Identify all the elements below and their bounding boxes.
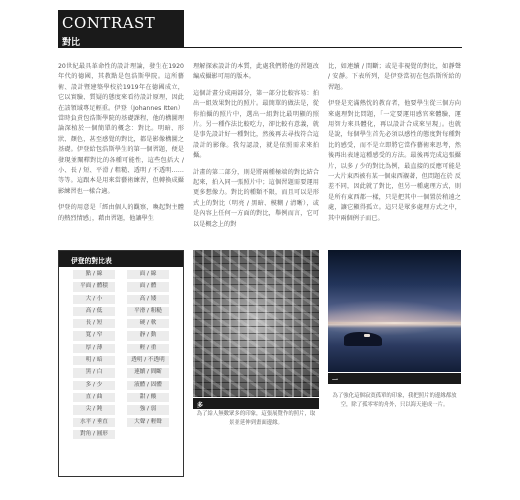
caption-text: 為了強化這個寂寞孤單的印象，我把照片的邊緣都放空，除了孤零零的舟外，只以海天連成一片。 [332, 393, 457, 408]
table-cell: 大 / 小 [73, 295, 115, 304]
paragraph: 伊登是充滿熱忱的教育者，他要學生從三個方向來處理對比問題，「一定要運用感官來體驗，運用智力來具體化，再以設計合成來呈現」。也就是說，每個學生首先必須以感性的態度對每種對比的感受，而不是立即將它當作藝術來思考，然後再出表達這種感受的方法。最後再完成這張攝片，以多 / 少的對比為例，最直接的反應可能是一大片東西被有某一個東西襯著，但問題在於 反差不同，因此就了對比，但另一種處理方式，則是所有東西都一樣，只是把其中一個置於稍遠之處，讓它顯得孤立。這只是眾多處理方式之中，其中兩個例子而已。 [328, 100, 461, 222]
table-cell: 尖 / 鈍 [73, 405, 115, 414]
table-cell: 水平 / 垂直 [73, 418, 115, 427]
paragraph: 比，如連續 / 間斷；或是非視覺的對比，如靜聲 / 安靜。下表所列，是伊登當初在包浩斯所給的習題。 [328, 63, 461, 91]
text-column-3 [328, 62, 461, 230]
table-cell: 點 / 線 [73, 270, 115, 279]
seascape-photo [328, 250, 461, 372]
table-row [59, 418, 183, 427]
table-cell: 黑 / 白 [73, 368, 115, 377]
caption-text: 為了給人無數眾多的印象，這張展覽作的照片，取景並延伸到畫面邊緣。 [196, 411, 316, 426]
table-cell: 多 / 少 [73, 381, 115, 390]
table-cell: 明 / 暗 [73, 356, 115, 365]
section-title: CONTRAST [62, 14, 156, 32]
text-column-1 [58, 62, 184, 230]
table-cell: 液體 / 固體 [127, 381, 169, 390]
table-row [59, 381, 183, 390]
table-cell: 靜 / 動 [127, 331, 169, 340]
table-cell: 厚 / 薄 [73, 344, 115, 353]
table-cell: 平滑 / 粗糙 [127, 307, 169, 316]
table-cell: 寬 / 窄 [73, 331, 115, 340]
fabric-texture [193, 250, 319, 397]
table-cell: 長 / 短 [73, 319, 115, 328]
table-row [59, 356, 183, 365]
table-row [59, 307, 183, 316]
caption-heading: 多 [193, 398, 319, 409]
table-cell: 直 / 曲 [73, 393, 115, 402]
table-row [59, 405, 183, 414]
paragraph: 理解探索設計的本質，此處我們將他的習題改編成攝影可用的版本。 [193, 63, 319, 81]
table-cell: 面 / 體 [127, 282, 169, 291]
paragraph: 伊登的用意是「經由個人的觀察，喚起對主體的熱烈情感」，藉由習題，他讓學生 [58, 204, 184, 222]
table-row [59, 430, 183, 439]
table-row [59, 331, 183, 340]
text-column-2 [193, 62, 319, 236]
table-row [59, 295, 183, 304]
fabric-photo [193, 250, 319, 397]
table-cell: 高 / 低 [73, 307, 115, 316]
table-cell: 輕 / 重 [127, 344, 169, 353]
table-row [59, 282, 183, 291]
table-row [59, 319, 183, 328]
table-cell: 大聲 / 輕聲 [127, 418, 169, 427]
boat [364, 334, 370, 337]
section-subtitle: 對比 [62, 38, 81, 48]
table-cell: 平面 / 體積 [73, 282, 115, 291]
table-cell: 對角 / 圓形 [73, 430, 115, 439]
table-title: 伊登的對比表 [59, 251, 183, 267]
table-cell: 面 / 線 [127, 270, 169, 279]
header-rule [184, 47, 462, 48]
table-cell: 硬 / 軟 [127, 319, 169, 328]
paragraph: 20世紀最具革命性的設計理論，發生在1920年代的德國，其教點是包浩斯學院。這所藝術、設計暨建築學校於1919年在德國成立，它以實驗、質疑的態度來看待設計原理，因此在該領域專足輕重。伊登（Johannes Itten）當時負責包浩斯學院的基礎課程，他的構圖理論深植於一個簡單的概念：對比。明暗、形狀、顏色，甚至感覺的對比，都是影像構圖之基礎。伊登給包浩斯學生的第一個習題，便是發現並闡釋對比的各種可能性，這些包括大 / 小、長 / 短、平滑 / 粗糙、透明 / 不透明……等等。這跟本是用來當藝術練習，但轉換成攝影練習也一樣合適。 [58, 63, 184, 195]
caption-heading: 一 [328, 373, 461, 384]
table-cell: 高 / 矮 [127, 295, 169, 304]
paragraph: 這個計畫分成兩部分，第一部分比較容易：拍出一組效果對比的照片。最簡單的做法是，從你拍攝的照片中，選出一組對比最明顯的照片。另一種作法比較吃力，卻比較有意義，就是事先設計好一種對比，然後再去尋找符合這設計的影像。我勾認設，就是依照需求來拍攝。 [193, 89, 319, 160]
table-cell: 甜 / 酸 [127, 393, 169, 402]
table-row [59, 344, 183, 353]
table-cell: 透明 / 不透明 [127, 356, 169, 365]
table-body [59, 270, 183, 439]
sky-glow [328, 300, 461, 336]
horizon [328, 322, 461, 324]
paragraph: 計畫的第二部分，則是將兩種極端的對比結合起來，拍入同一張照片中；這個習題需要運用更多想像力。對比的種類不限，而且可以是形式上的對比（明亮 / 黑暗、模糊 / 清晰），或是內容上任何一方面的對比，舉例而言，它可以是概念上的對 [193, 168, 319, 228]
table-cell: 強 / 弱 [127, 405, 169, 414]
table-cell: 連續 / 間斷 [127, 368, 169, 377]
table-row [59, 368, 183, 377]
table-row [59, 270, 183, 279]
table-row [59, 393, 183, 402]
section-header [58, 10, 184, 48]
contrast-table [58, 250, 184, 477]
headland [344, 332, 382, 346]
